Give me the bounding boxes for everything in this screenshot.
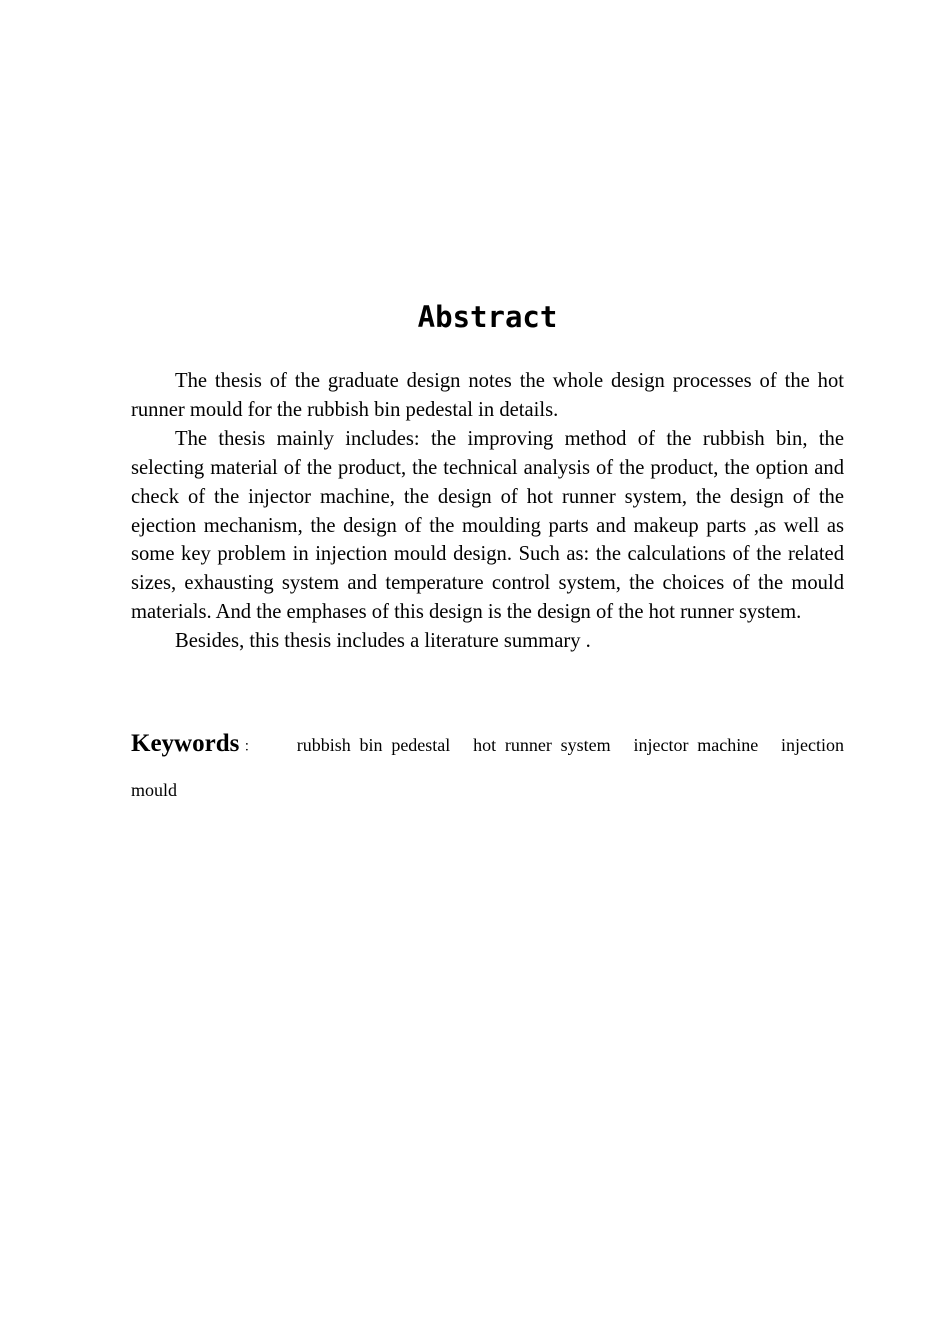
- keywords-section: [131, 723, 844, 811]
- keywords-colon: ：: [239, 740, 262, 755]
- abstract-paragraph: Besides, this thesis includes a literature summary .: [175, 630, 591, 653]
- abstract-title: Abstract: [417, 300, 558, 334]
- abstract-body: [131, 367, 844, 656]
- keyword-item: hot runner system: [473, 735, 611, 755]
- abstract-paragraph: The thesis of the graduate design notes the whole design processes of the hot runner mould for the rubbish bin pedestal in details.: [131, 370, 844, 421]
- keyword-item: rubbish bin pedestal: [296, 735, 451, 755]
- keywords-label: Keywords: [131, 730, 240, 757]
- keyword-item: injector machine: [633, 735, 759, 755]
- keyword-item: injection mould: [131, 735, 844, 800]
- abstract-paragraph: The thesis mainly includes: the improving method of the rubbish bin, the selecting material of the product, the technical analysis of the product, the option and check of the injector machine, the design of hot runner system, the design of the ejection mechanism, the design of the moulding parts and makeup parts ,as well as some key problem in injection mould design. Such as: the calculations of the related sizes, exhausting system and temperature control system, the choices of the mould materials. And the emphases of this design is the design of the hot runner system.: [131, 427, 844, 624]
